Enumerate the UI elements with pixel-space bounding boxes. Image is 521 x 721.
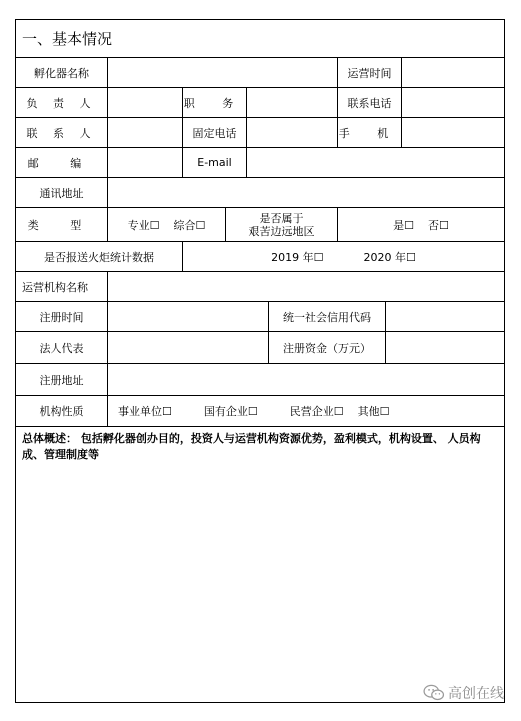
remote-area-options (338, 208, 504, 241)
contact-person-label: 联 系 人 (16, 118, 108, 147)
torch-stats-options (183, 242, 504, 271)
row-org-name (16, 272, 504, 302)
reg-capital-label: 注册资金（万元） (269, 332, 386, 363)
incubator-name-label: 孵化器名称 (16, 58, 108, 87)
operation-time-field[interactable] (402, 58, 504, 87)
type-comprehensive-checkbox[interactable]: 综合☐ (173, 218, 206, 232)
nature-other-checkbox[interactable]: 其他☐ (357, 405, 390, 418)
type-label: 类 型 (16, 208, 108, 241)
legal-rep-label: 法人代表 (16, 332, 108, 363)
org-name-field[interactable] (108, 272, 504, 301)
nature-private-checkbox[interactable]: 民营企业☐ (289, 405, 344, 418)
summary-area[interactable] (16, 427, 504, 702)
mobile-field[interactable] (402, 118, 504, 147)
incubator-name-field[interactable] (108, 58, 338, 87)
remote-area-label-line1: 是否属于 (259, 211, 304, 225)
postcode-label: 邮 编 (16, 148, 108, 177)
watermark (423, 683, 504, 703)
legal-rep-field[interactable] (108, 332, 269, 363)
row-address (16, 178, 504, 208)
email-field[interactable] (247, 148, 504, 177)
position-label: 职 务 (183, 88, 247, 117)
landline-label: 固定电话 (183, 118, 247, 147)
remote-area-label-line2: 艰苦边远地区 (248, 224, 315, 238)
org-nature-options (108, 396, 504, 426)
row-org-nature (16, 396, 504, 427)
remote-area-label (226, 208, 338, 241)
operation-time-label: 运营时间 (338, 58, 402, 87)
watermark-text: 高创在线 (448, 686, 504, 702)
type-professional-checkbox[interactable]: 专业☐ (127, 218, 160, 232)
remote-yes-checkbox[interactable]: 是☐ (393, 218, 414, 232)
year-2019-checkbox[interactable]: 2019 年☐ (271, 250, 324, 264)
remote-no-checkbox[interactable]: 否☐ (428, 218, 449, 232)
row-reg-address (16, 364, 504, 396)
email-label: E-mail (183, 148, 247, 177)
section-title: 一、基本情况 (22, 30, 113, 48)
org-nature-label: 机构性质 (16, 396, 108, 426)
wechat-icon (423, 684, 445, 702)
person-in-charge-field[interactable] (108, 88, 183, 117)
contact-phone-label: 联系电话 (338, 88, 402, 117)
contact-phone-field[interactable] (402, 88, 504, 117)
credit-code-field[interactable] (386, 302, 504, 331)
row-type (16, 208, 504, 242)
landline-field[interactable] (247, 118, 338, 147)
reg-capital-field[interactable] (386, 332, 504, 363)
reg-time-label: 注册时间 (16, 302, 108, 331)
year-2020-checkbox[interactable]: 2020 年☐ (363, 250, 416, 264)
row-contact-person (16, 118, 504, 148)
row-reg-time (16, 302, 504, 332)
address-field[interactable] (108, 178, 504, 207)
org-name-label: 运营机构名称 (16, 272, 108, 301)
summary-text: 总体概述： 包括孵化器创办目的，投资人与运营机构资源优势，盈利模式，机构设置、 人员构成、管理制度等 (22, 432, 481, 461)
section-title-row (16, 20, 504, 58)
nature-public-checkbox[interactable]: 事业单位☐ (118, 405, 172, 418)
basic-info-form (15, 19, 505, 703)
row-legal-rep (16, 332, 504, 364)
mobile-label: 手 机 (338, 118, 402, 147)
torch-stats-label: 是否报送火炬统计数据 (16, 242, 183, 271)
type-options (108, 208, 226, 241)
position-field[interactable] (247, 88, 338, 117)
row-postcode (16, 148, 504, 178)
row-torch-stats (16, 242, 504, 272)
reg-time-field[interactable] (108, 302, 269, 331)
row-person-in-charge (16, 88, 504, 118)
reg-address-field[interactable] (108, 364, 504, 395)
credit-code-label: 统一社会信用代码 (269, 302, 386, 331)
nature-state-checkbox[interactable]: 国有企业☐ (203, 405, 258, 418)
postcode-field[interactable] (108, 148, 183, 177)
person-in-charge-label: 负 责 人 (16, 88, 108, 117)
reg-address-label: 注册地址 (16, 364, 108, 395)
row-incubator-name (16, 58, 504, 88)
contact-person-field[interactable] (108, 118, 183, 147)
address-label: 通讯地址 (16, 178, 108, 207)
